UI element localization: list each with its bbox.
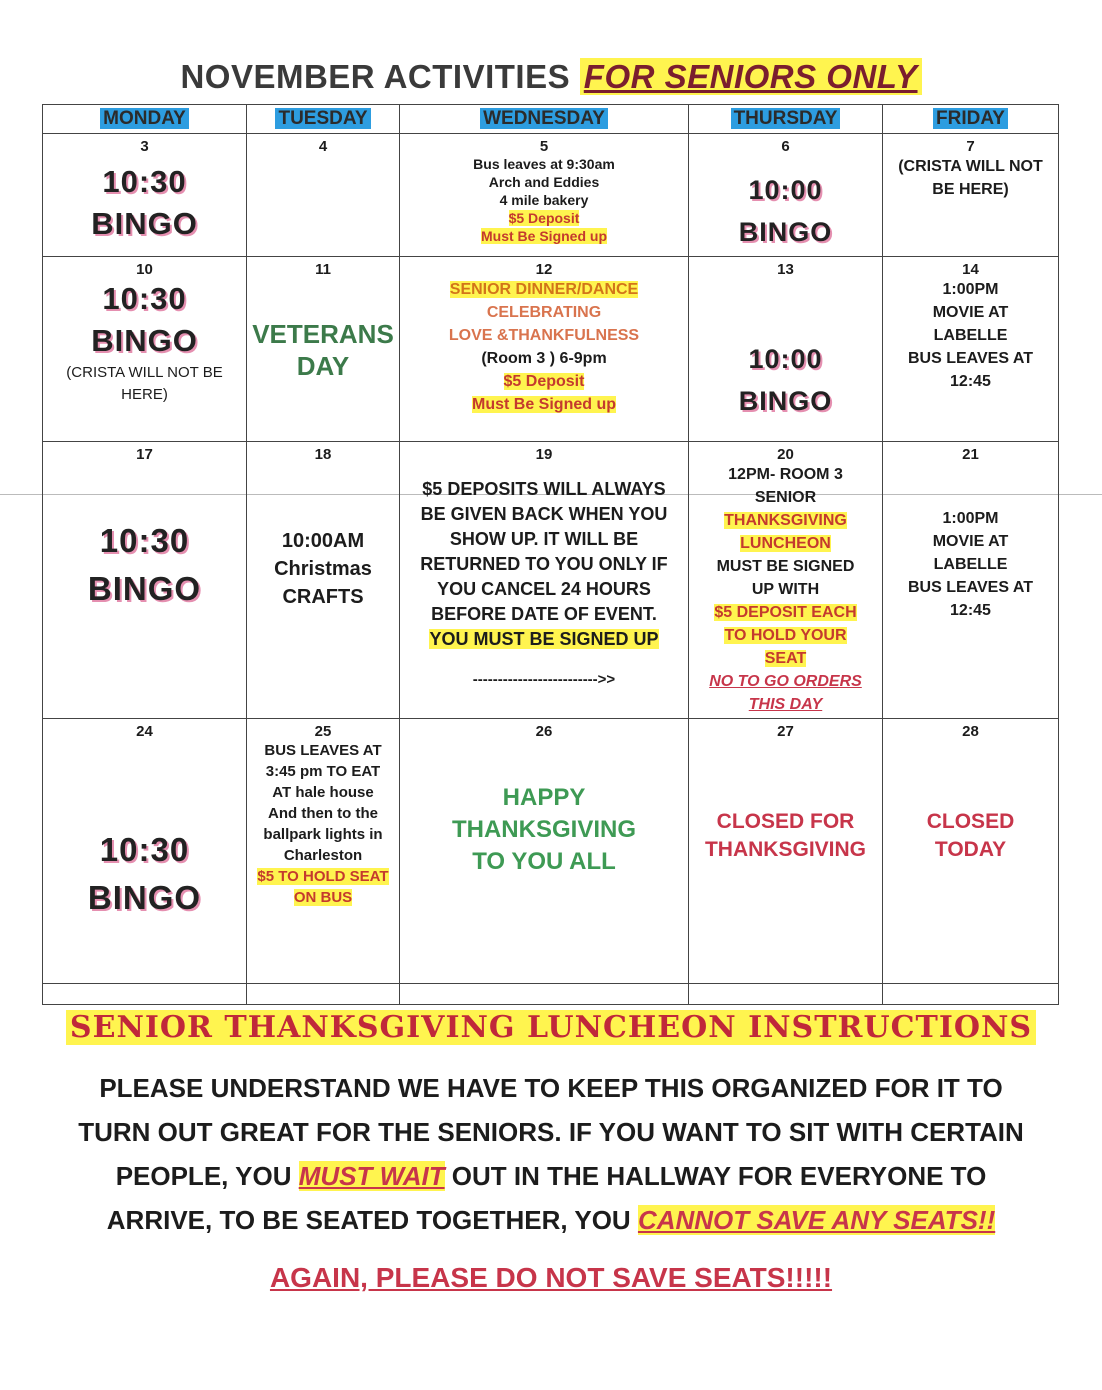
- day-cell-3: 3 10:30 BINGO: [43, 134, 247, 257]
- day-cell-17: 17 10:30 BINGO: [43, 442, 247, 719]
- instructions-body: PLEASE UNDERSTAND WE HAVE TO KEEP THIS ORGANIZED FOR IT TO TURN OUT GREAT FOR THE SENIORS. IF YOU WANT TO SIT WITH CERTAIN PEOPLE, YOU MUST WAIT OUT IN THE HALLWAY FOR EVERYONE TO ARRIVE, TO BE SEATED TOGETHER, YOU CANNOT SAVE ANY SEATS!!: [78, 1073, 1024, 1235]
- title-highlight: FOR SENIORS ONLY: [580, 58, 922, 95]
- day-cell-11: 11 VETERANS DAY: [247, 257, 400, 442]
- final-warning: AGAIN, PLEASE DO NOT SAVE SEATS!!!!!: [269, 1262, 833, 1293]
- page-title: [0, 58, 1102, 96]
- week-row: [43, 719, 1059, 984]
- day-cell-13: 13 10:00 BINGO: [689, 257, 883, 442]
- instructions-title: SENIOR THANKSGIVING LUNCHEON INSTRUCTIONS: [0, 1010, 1102, 1045]
- day-header-thursday: THURSDAY: [689, 105, 883, 134]
- day-cell-6: 6 10:00 BINGO: [689, 134, 883, 257]
- day-header-wednesday: WEDNESDAY: [400, 105, 689, 134]
- day-cell-27: 27 CLOSED FOR THANKSGIVING: [689, 719, 883, 984]
- day-cell-5: 5 Bus leaves at 9:30am Arch and Eddies 4 mile bakery $5 Deposit Must Be Signed up: [400, 134, 689, 257]
- day-cell-10: 10 10:30 BINGO (CRISTA WILL NOT BE HERE): [43, 257, 247, 442]
- day-header-row: [43, 105, 1059, 134]
- day-cell-28: 28 CLOSED TODAY: [883, 719, 1059, 984]
- day-header-monday: MONDAY: [43, 105, 247, 134]
- day-cell-19: 19 $5 DEPOSITS WILL ALWAYS BE GIVEN BACK WHEN YOU SHOW UP. IT WILL BE RETURNED TO YOU ONLY IF YOU CANCEL 24 HOURS BEFORE DATE OF EVENT. YOU MUST BE SIGNED UP ------------------------->>: [400, 442, 689, 719]
- day-cell-25: 25 BUS LEAVES AT 3:45 pm TO EAT AT hale house And then to the ballpark lights in Charleston $5 TO HOLD SEAT ON BUS: [247, 719, 400, 984]
- week-row: [43, 257, 1059, 442]
- week-row: [43, 134, 1059, 257]
- day-header-tuesday: TUESDAY: [247, 105, 400, 134]
- day-cell-20: 20 12PM- ROOM 3 SENIOR THANKSGIVING LUNCHEON MUST BE SIGNED UP WITH $5 DEPOSIT EACH TO HOLD YOUR SEAT NO TO GO ORDERS THIS DAY: [689, 442, 883, 719]
- day-cell-18: 18 10:00AM Christmas CRAFTS: [247, 442, 400, 719]
- week-row: [43, 442, 1059, 719]
- day-cell-7: 7 (CRISTA WILL NOT BE HERE): [883, 134, 1059, 257]
- day-cell-21: 21 1:00PM MOVIE AT LABELLE BUS LEAVES AT 12:45: [883, 442, 1059, 719]
- day-cell-26: 26 HAPPY THANKSGIVING TO YOU ALL: [400, 719, 689, 984]
- day-cell-14: 14 1:00PM MOVIE AT LABELLE BUS LEAVES AT 12:45: [883, 257, 1059, 442]
- empty-row: [43, 984, 1059, 1005]
- title-main: NOVEMBER ACTIVITIES: [180, 58, 571, 95]
- day-header-friday: FRIDAY: [883, 105, 1059, 134]
- day-cell-4: 4: [247, 134, 400, 257]
- arrow-line: ------------------------->>: [472, 671, 616, 688]
- day-cell-24: 24 10:30 BINGO: [43, 719, 247, 984]
- day-cell-12: 12 SENIOR DINNER/DANCE CELEBRATING LOVE &THANKFULNESS (Room 3 ) 6-9pm $5 Deposit Must Be Signed up: [400, 257, 689, 442]
- calendar-table: [42, 104, 1059, 1005]
